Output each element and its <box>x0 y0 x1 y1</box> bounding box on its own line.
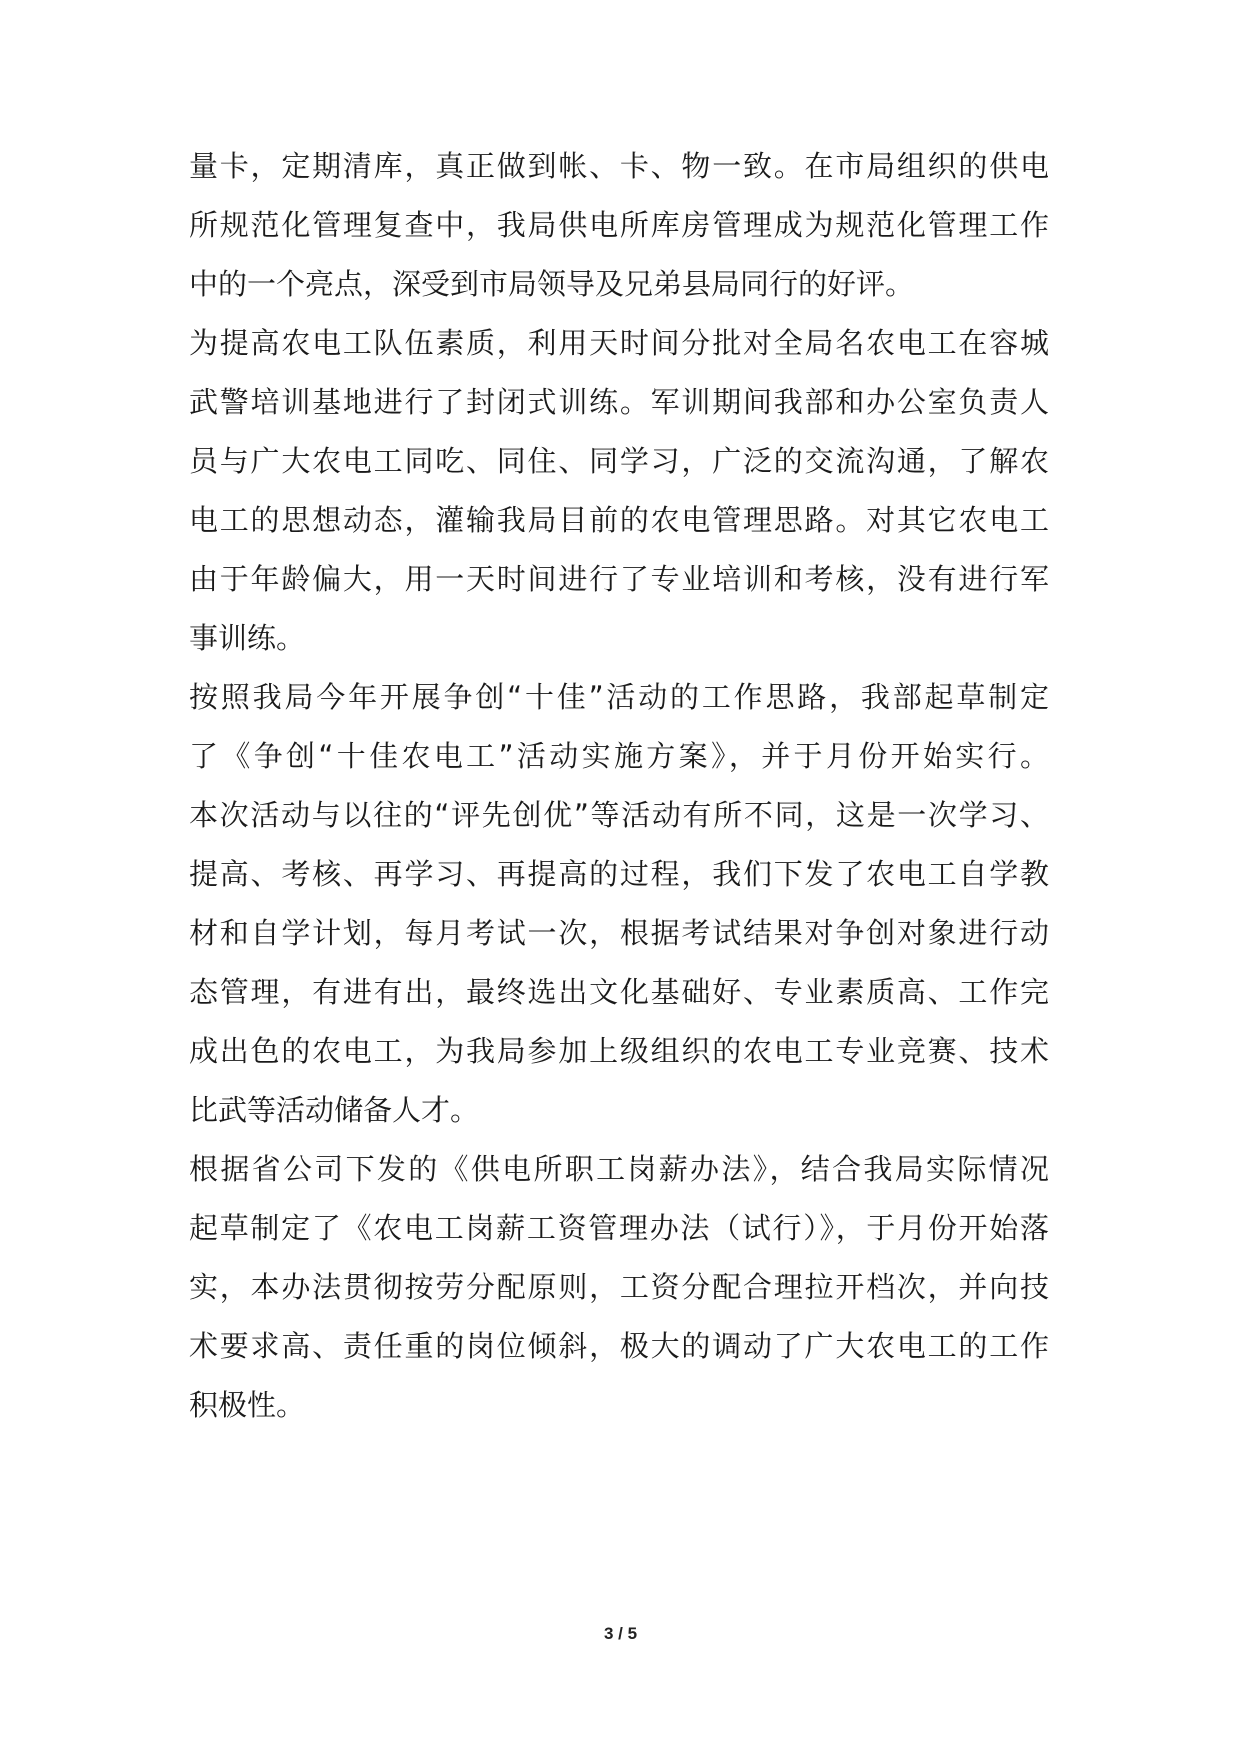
text-line: 量卡，定期清库，真正做到帐、卡、物一致。在市局组织的供电 <box>189 149 1049 183</box>
text-line: 积极性。 <box>189 1388 306 1422</box>
text-line: 了《争创“十佳农电工”活动实施方案》，并于月份开始实行。 <box>189 739 1049 773</box>
page-number: 3 / 5 <box>603 1624 638 1643</box>
text-line: 按照我局今年开展争创“十佳”活动的工作思路，我部起草制定 <box>189 680 1049 714</box>
text-line: 实，本办法贯彻按劳分配原则，工资分配合理拉开档次，并向技 <box>189 1270 1049 1304</box>
text-line: 比武等活动储备人才。 <box>189 1093 480 1127</box>
text-line: 根据省公司下发的《供电所职工岗薪办法》，结合我局实际情况 <box>189 1152 1049 1186</box>
text-line: 为提高农电工队伍素质，利用天时间分批对全局名农电工在容城 <box>189 326 1049 360</box>
text-line: 成出色的农电工，为我局参加上级组织的农电工专业竞赛、技术 <box>189 1034 1049 1068</box>
text-line: 所规范化管理复查中，我局供电所库房管理成为规范化管理工作 <box>189 208 1049 242</box>
text-line: 提高、考核、再学习、再提高的过程，我们下发了农电工自学教 <box>189 857 1049 891</box>
text-line: 员与广大农电工同吃、同住、同学习，广泛的交流沟通，了解农 <box>189 444 1049 478</box>
text-line: 态管理，有进有出，最终选出文化基础好、专业素质高、工作完 <box>189 975 1049 1009</box>
text-line: 由于年龄偏大，用一天时间进行了专业培训和考核，没有进行军 <box>189 562 1049 596</box>
text-line: 术要求高、责任重的岗位倾斜，极大的调动了广大农电工的工作 <box>189 1329 1049 1363</box>
text-line: 起草制定了《农电工岗薪工资管理办法（试行）》，于月份开始落 <box>189 1211 1049 1245</box>
text-line: 材和自学计划，每月考试一次，根据考试结果对争创对象进行动 <box>189 916 1049 950</box>
text-line: 中的一个亮点，深受到市局领导及兄弟县局同行的好评。 <box>189 267 915 301</box>
text-line: 电工的思想动态，灌输我局目前的农电管理思路。对其它农电工 <box>189 503 1049 537</box>
text-line: 事训练。 <box>189 621 306 655</box>
text-line: 武警培训基地进行了封闭式训练。军训期间我部和办公室负责人 <box>189 385 1049 419</box>
text-line: 本次活动与以往的“评先创优”等活动有所不同，这是一次学习、 <box>189 798 1049 832</box>
